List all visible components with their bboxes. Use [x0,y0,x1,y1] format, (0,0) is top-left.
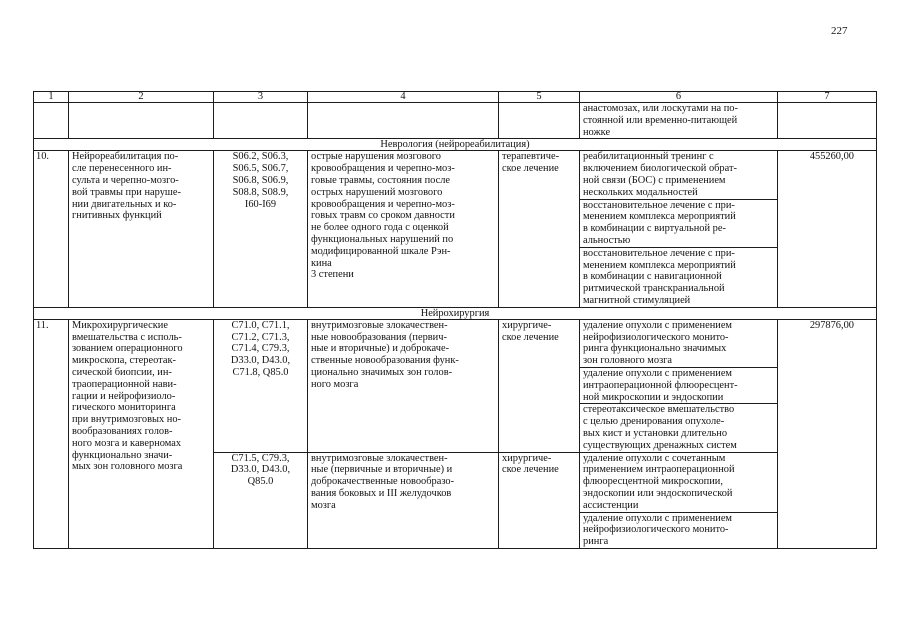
patient-model: внутримозговые злокачествен- ные новообразования (первич- ные и вторичные) и доброкаче- ственные новообразования функ- ционально значимых зон голов- ного мозга [308,319,499,452]
treatment-method: удаление опухоли с применением интраоперационной флюоресцент- ной микроскопии и эндоскопии [580,367,777,403]
column-number: 4 [308,92,499,103]
treatment-method: восстановительное лечение с при- менением комплекса мероприятий в комбинации с виртуальной ре- альностью [580,199,777,247]
cost-value: 455260,00 [778,151,877,307]
treatment-type: хирургиче- ское лечение [499,319,580,452]
treatment-type: терапевтиче- ское лечение [499,151,580,307]
treatment-method: удаление опухоли с применением нейрофизиологического монито- ринга функционально значимых зон головного мозга [583,319,733,367]
page-number: 227 [831,25,848,37]
column-number: 5 [499,92,580,103]
row-number: 10. [34,151,69,307]
column-number-row [34,92,877,103]
treatment-method: реабилитационный тренинг с включением биологической обрат- ной связи (БОС) с применением нескольких модальностей [583,151,737,198]
row-number: 11. [34,319,69,548]
column-number: 7 [778,92,877,103]
treatment-methods [580,452,778,548]
patient-model: острые нарушения мозгового кровообращения и черепно-моз- говые травмы, состояния после острых нарушений мозгового кровообращения и черепно-моз- говых травм со сроком давности не более одного года с оценкой функциональных нарушений по модифицированной шкале Рэн- кина 3 степени [308,151,499,307]
icd-codes: C71.0, C71.1, C71.2, C71.3, C71.4, C79.3, D33.0, D43.0, C71.8, Q85.0 [214,319,308,452]
care-type-name: Микрохирургические вмешательства с исполь- зованием операционного микроскопа, стереотак- сической биопсии, ин- траоперационной нави- гации и нейрофизиоло- гического мониторинга при внутримозговых но- вообразованиях голов- ного мозга и каверномах функционально значи- мых зон головного мозга [69,319,214,548]
column-number: 3 [214,92,308,103]
treatment-methods [580,319,778,452]
column-number: 1 [34,92,69,103]
column-number: 6 [580,92,778,103]
section-header-neurosurgery [34,307,877,319]
table-row [34,319,877,452]
continuation-row [34,103,877,139]
treatment-methods [580,151,778,307]
section-title: Нейрохирургия [34,307,877,319]
treatment-method: удаление опухоли с применением нейрофизиологического монито- ринга [580,512,777,548]
icd-codes: S06.2, S06.3, S06.5, S06.7, S06.8, S06.9, S08.8, S08.9, I60-I69 [214,151,308,307]
section-title: Неврология (нейрореабилитация) [34,139,877,151]
treatment-method: удаление опухоли с сочетанным применением интраоперационной флюоресцентной микроскопии, эндоскопии или эндоскопической ассистенции [583,452,735,511]
treatment-type: хирургиче- ское лечение [499,452,580,548]
column-number: 2 [69,92,214,103]
cost-value: 297876,00 [778,319,877,548]
treatment-method: восстановительное лечение с при- менением комплекса мероприятий в комбинации с навигационной ритмической транскраниальной магнитной стимуляцией [580,247,777,307]
care-type-name: Нейрореабилитация по- сле перенесенного ин- сульта и черепно-мозго- вой травмы при наруше- нии двигательных и ко- гнитивных функций [69,151,214,307]
medical-care-table [33,91,877,549]
section-header-neurology [34,139,877,151]
treatment-method: стереотаксическое вмешательство с целью дренирования опухоле- вых кист и установки длительно существующих дренажных систем [580,403,777,451]
patient-model: внутримозговые злокачествен- ные (первичные и вторичные) и доброкачественные новообразо- вания боковых и III желудочков мозга [308,452,499,548]
continuation-method-cell: анастомозах, или лоскутами на по- стоянной или временно-питающей ножке [580,103,778,139]
table-row [34,151,877,307]
icd-codes: C71.5, C79.3, D33.0, D43.0, Q85.0 [214,452,308,548]
